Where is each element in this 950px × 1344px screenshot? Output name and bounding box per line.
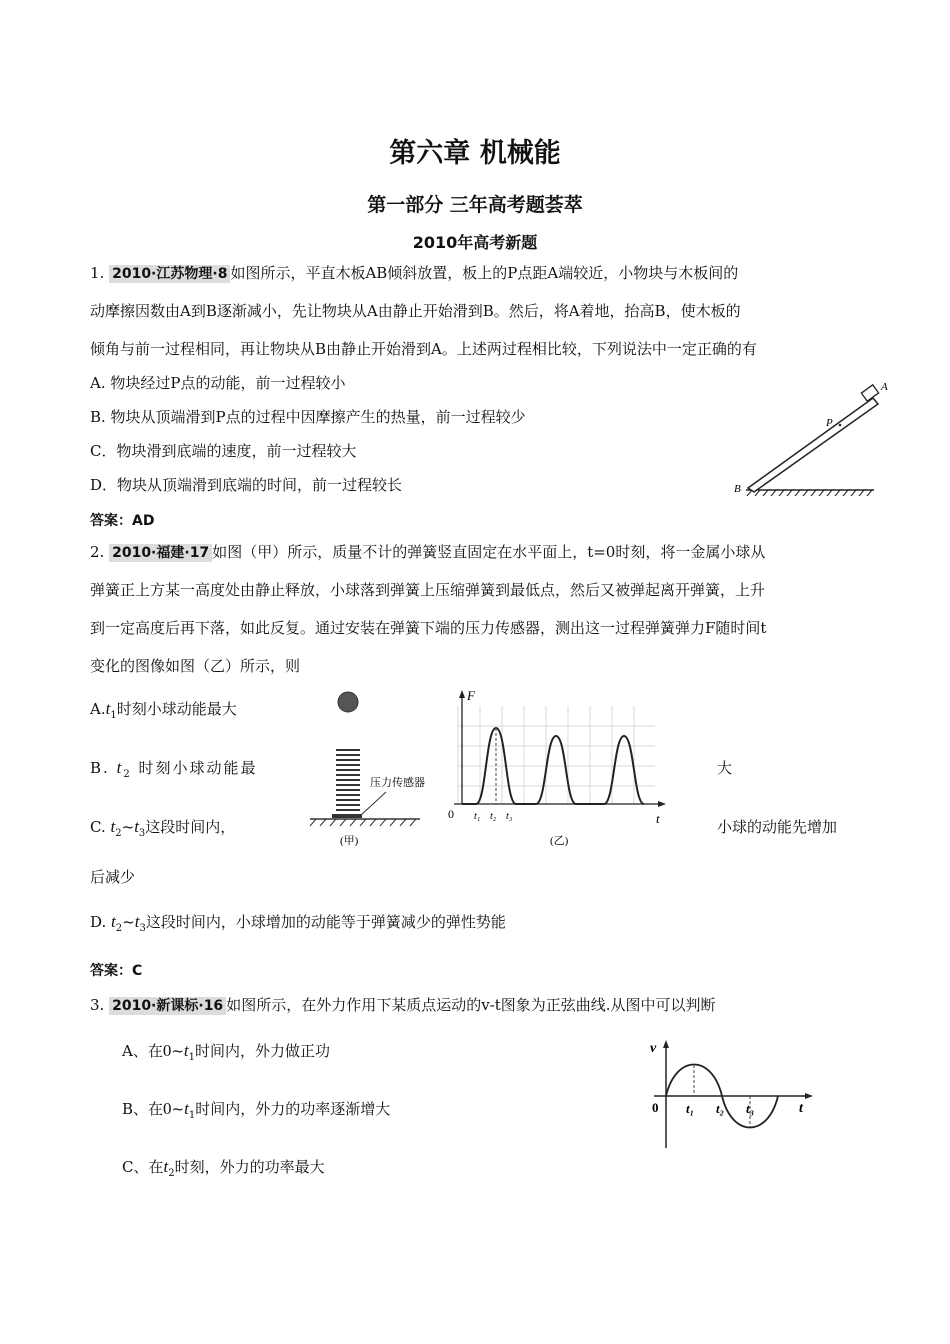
q2-option-c: C. $t_2\sim t_3$这段时间内，: [90, 817, 236, 839]
small-block: [861, 385, 878, 401]
tick-t3: t₃: [506, 811, 513, 822]
tick-t2: t₂: [716, 1101, 725, 1116]
q3-option-c: C、在$t_2$时刻，外力的功率最大: [122, 1157, 325, 1179]
ground-hatching: [746, 490, 874, 496]
q1-num: 1.: [90, 264, 105, 282]
q3-line1: [90, 994, 716, 1015]
part-title: 第一部分 三年高考题荟萃: [367, 194, 583, 216]
t-axis-arrow: [658, 801, 666, 807]
q1-option-c: C．物块滑到底端的速度，前一过程较大: [90, 442, 357, 460]
axis-label-v: v: [650, 1041, 657, 1056]
metal-ball: [338, 692, 358, 712]
label-p: P: [826, 417, 833, 429]
q1-stem-2: 动摩擦因数由A到B逐渐减小，先让物块从A由静止开始滑到B。然后，将A着地，抬高B，使木板的: [90, 302, 741, 320]
spring-coils: [336, 750, 360, 810]
axis-label-t: t: [656, 811, 660, 826]
axis-label-f: F: [467, 688, 475, 703]
q2-line1: [90, 541, 765, 562]
q1-stem-1: 如图所示，平直木板AB倾斜放置，板上的P点距A端较近，小物块与木板间的: [230, 264, 739, 282]
label-b: B: [734, 483, 741, 495]
q3-num: 3.: [90, 996, 105, 1014]
q3-source: 2010·新课标·16: [109, 997, 226, 1015]
q2-option-b-tail: 大: [717, 759, 733, 777]
q2-option-b: B. $t_2$ 时刻小球动能最: [90, 758, 258, 780]
t-axis-arrow: [805, 1093, 813, 1099]
q2-force-time-graph: [440, 686, 670, 856]
q3-velocity-time-graph: [646, 1036, 818, 1154]
q2-answer: 答案：C: [90, 963, 143, 979]
q3-stem-1: 如图所示，在外力作用下某质点运动的v-t图象为正弦曲线.从图中可以判断: [226, 996, 716, 1014]
q1-answer: 答案：AD: [90, 513, 155, 529]
q2-option-d: D. $t_2\sim t_3$这段时间内，小球增加的动能等于弹簧减少的弹性势能: [90, 912, 506, 934]
point-p-dot: [839, 424, 842, 427]
label-a: A: [881, 381, 888, 393]
q2-stem-1: 如图（甲）所示，质量不计的弹簧竖直固定在水平面上，t=0时刻，将一金属小球从: [212, 543, 766, 561]
origin-label: 0: [652, 1100, 659, 1115]
q2-spring-figure: [300, 686, 440, 856]
q2-stem-2: 弹簧正上方某一高度处由静止释放，小球落到弹簧上压缩弹簧到最低点，然后又被弹起离开弹簧，上升: [90, 581, 766, 599]
tick-t1: t₁: [474, 811, 481, 822]
q2-num: 2.: [90, 543, 105, 561]
q3-option-a: A、在$0\sim t_1$时间内，外力做正功: [122, 1041, 331, 1063]
chapter-title: 第六章 机械能: [389, 138, 561, 169]
q2-stem-3: 到一定高度后再下落，如此反复。通过安装在弹簧下端的压力传感器，测出这一过程弹簧弹力F随时间t: [90, 619, 767, 637]
q2-source: 2010·福建·17: [109, 544, 212, 562]
q3-option-b: B、在$0\sim t_1$时间内，外力的功率逐渐增大: [122, 1099, 391, 1121]
q1-stem-3: 倾角与前一过程相同，再让物块从B由静止开始滑到A。上述两过程相比较，下列说法中一定正确的有: [90, 340, 757, 358]
section-title: 2010年高考新题: [412, 233, 538, 252]
q1-option-b: B. 物块从顶端滑到P点的过程中因摩擦产生的热量，前一过程较少: [90, 408, 526, 426]
sensor-pointer: [360, 792, 386, 816]
caption-yi: (乙): [550, 835, 569, 847]
v-axis-arrow: [663, 1040, 669, 1048]
base-hatching: [310, 819, 420, 826]
q1-line1: [90, 262, 738, 283]
q1-source: 2010·江苏物理·8: [109, 265, 230, 283]
q2-stem-4: 变化的图像如图（乙）所示，则: [90, 657, 301, 675]
q2-option-c-line2: 后减少: [90, 868, 136, 886]
q1-option-d: D．物块从顶端滑到底端的时间，前一过程较长: [90, 476, 403, 494]
origin-label: 0: [448, 807, 454, 821]
pressure-sensor: [332, 814, 362, 818]
tick-t1: t₁: [686, 1101, 695, 1116]
q2-option-a: $A.t_1$时刻小球动能最大: [90, 699, 237, 721]
sensor-label: 压力传感器: [370, 777, 425, 789]
q1-option-a: A. 物块经过P点的动能，前一过程较小: [90, 374, 346, 392]
q1-incline-figure: [728, 378, 888, 498]
caption-jia: (甲): [340, 835, 359, 847]
f-axis-arrow: [459, 690, 465, 698]
tick-t3: t₃: [746, 1101, 755, 1116]
tick-t2: t₂: [490, 811, 497, 822]
axis-label-t: t: [799, 1101, 803, 1116]
inclined-board: [748, 398, 878, 492]
q2-option-c-tail: 小球的动能先增加: [717, 818, 838, 836]
